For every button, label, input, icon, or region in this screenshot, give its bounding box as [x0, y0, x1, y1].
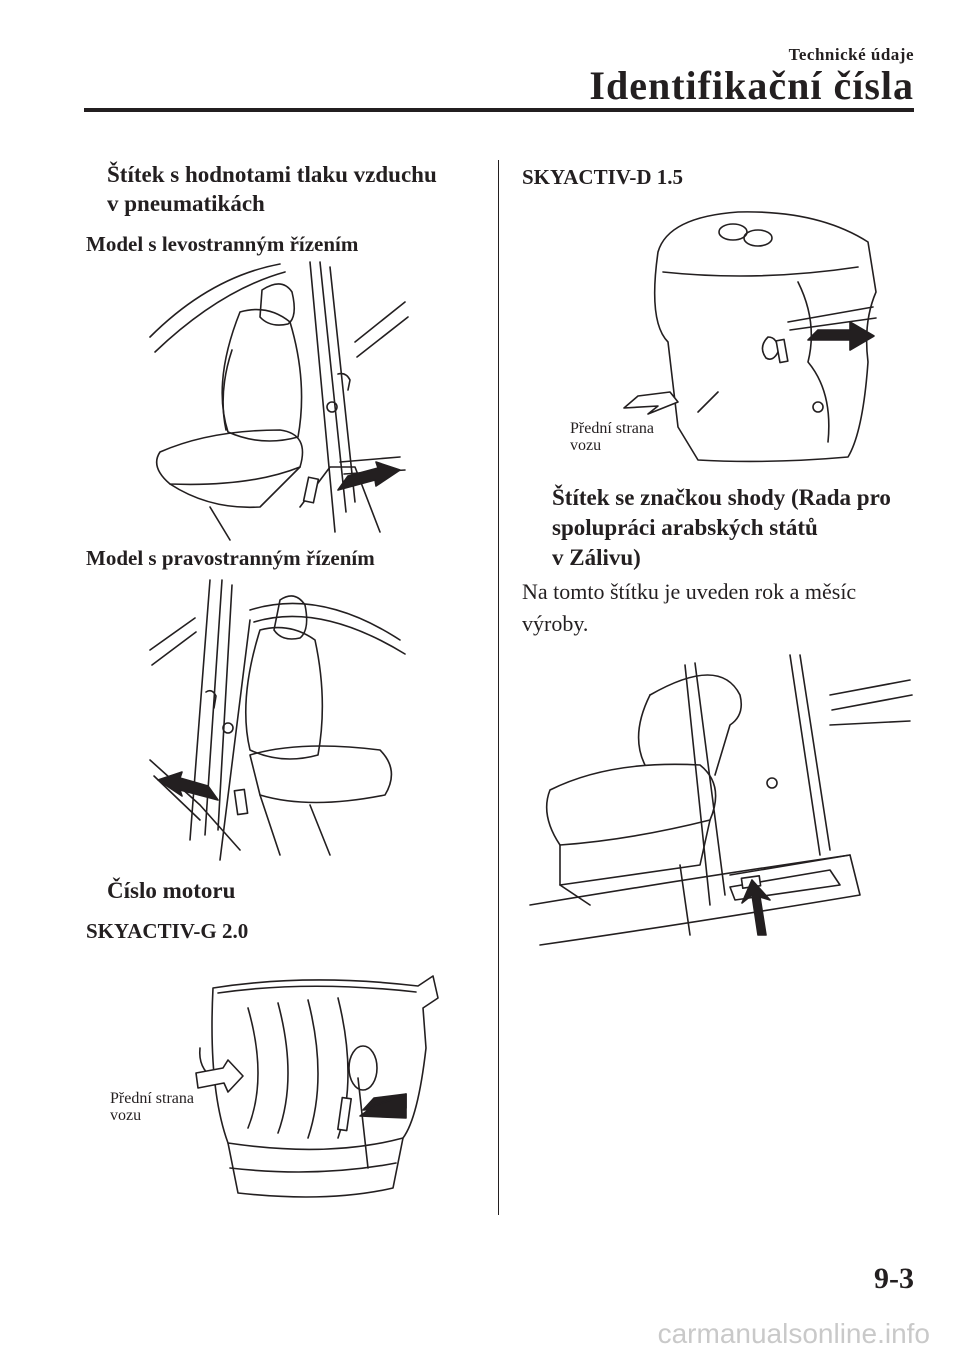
header-rule [84, 108, 914, 112]
conformity-heading-line1: Štítek se značkou shody (Rada pro [552, 485, 891, 510]
conformity-text-line2: výroby. [522, 611, 589, 636]
front-side-caption-d-line1: Přední strana [570, 420, 654, 437]
front-side-caption-d [570, 420, 654, 454]
tire-label-heading [107, 160, 437, 218]
front-side-caption-g-line2: vozu [110, 1107, 142, 1124]
conformity-label-seat-illustration [530, 655, 915, 955]
front-side-caption-g-line1: Přední strana [110, 1090, 194, 1107]
section-title: Identifikační čísla [589, 63, 914, 108]
conformity-description [522, 576, 856, 640]
tire-label-heading-line2: v pneumatikách [107, 191, 265, 216]
rhd-model-label: Model s pravostranným řízením [86, 546, 375, 570]
skyactiv-g-engine-illustration [188, 968, 448, 1208]
lhd-model-label: Model s levostranným řízením [86, 232, 359, 256]
conformity-heading-line3: v Zálivu) [552, 545, 641, 570]
conformity-label-heading [552, 483, 891, 573]
lhd-door-pillar-illustration [150, 262, 410, 542]
skyactiv-d-engine-illustration [618, 212, 888, 464]
tire-label-heading-line1: Štítek s hodnotami tlaku vzduchu [107, 162, 437, 187]
skyactiv-d-label: SKYACTIV-D 1.5 [522, 165, 684, 189]
front-side-caption-g [110, 1090, 194, 1124]
page-number: 9-3 [874, 1262, 914, 1295]
chapter-title: Technické údaje [788, 45, 914, 64]
column-divider [498, 160, 499, 1215]
watermark: carmanualsonline.info [657, 1318, 930, 1349]
skyactiv-g-label: SKYACTIV-G 2.0 [86, 919, 249, 943]
front-side-caption-d-line2: vozu [570, 437, 602, 454]
rhd-door-pillar-illustration [150, 580, 410, 860]
engine-number-heading: Číslo motoru [107, 878, 236, 903]
conformity-text-line1: Na tomto štítku je uveden rok a měsíc [522, 579, 857, 604]
conformity-heading-line2: spolupráci arabských států [552, 515, 818, 540]
